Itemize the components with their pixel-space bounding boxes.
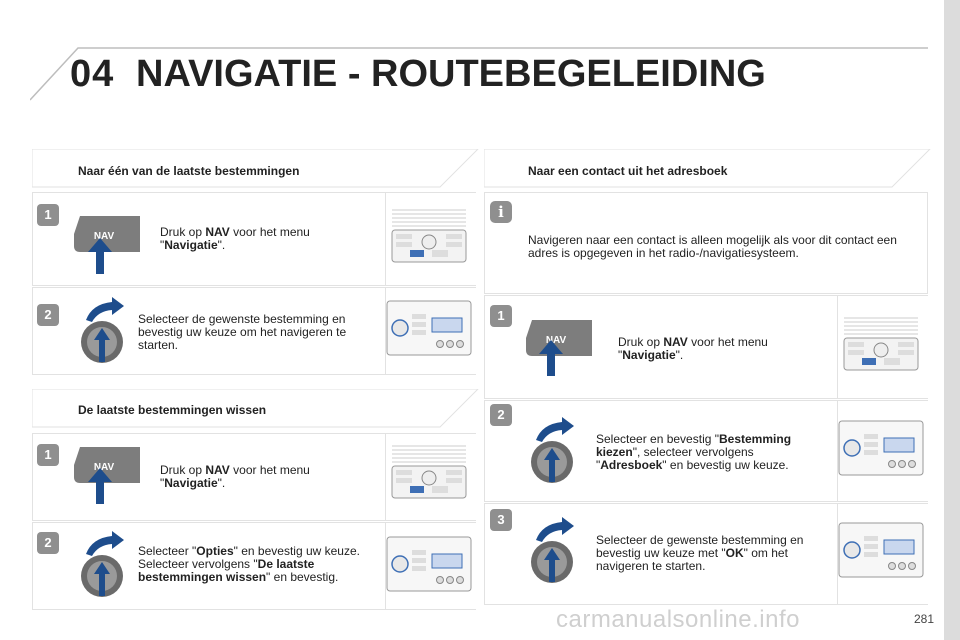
radio-console-icon [838, 420, 924, 476]
step-badge: 2 [37, 532, 59, 554]
section-title-clear: De laatste bestemmingen wissen [78, 403, 267, 417]
step-badge: 1 [37, 444, 59, 466]
section-title-recent: Naar één van de laatste bestemmingen [78, 164, 300, 178]
step-text: Druk op NAV voor het menu "Navigatie". [160, 225, 310, 252]
step-text: Druk op NAV voor het menu "Navigatie". [618, 335, 768, 362]
step-badge: 3 [490, 509, 512, 531]
radio-console-icon [388, 442, 470, 502]
section-title-contact: Naar een contact uit het adresboek [528, 164, 728, 178]
step-text: Selecteer "Opties" en bevestig uw keuze. Selecteer vervolgens "De laatste bestemmingen wissen" en bevestig. [138, 544, 360, 584]
arrow-up-icon [88, 238, 112, 274]
rotary-dial-icon [522, 514, 582, 584]
info-icon: i [490, 201, 512, 223]
rotary-dial-icon [522, 414, 582, 484]
radio-console-icon [386, 300, 472, 356]
page-number: 281 [913, 612, 934, 626]
radio-console-icon [838, 522, 924, 578]
svg-text:NAV: NAV [93, 462, 115, 473]
step-badge: 1 [490, 305, 512, 327]
rotary-dial-icon [72, 294, 132, 364]
radio-console-icon [388, 206, 470, 266]
svg-text:NAV: NAV [93, 231, 115, 242]
radio-console-icon [386, 536, 472, 592]
arrow-up-icon [88, 468, 112, 504]
chapter-number: 04 [70, 53, 115, 95]
radio-console-icon [840, 314, 922, 374]
step-badge: 2 [37, 304, 59, 326]
step-text: Selecteer de gewenste bestemming en bevestig uw keuze om het navigeren te starten. [138, 312, 347, 352]
info-text: Navigeren naar een contact is alleen mogelijk als voor dit contact een adres is opgegeven in het radio-/navigatiesysteem. [528, 233, 897, 260]
watermark: carmanualsonline.info [556, 606, 800, 633]
page-edge-bar [944, 0, 960, 640]
step-text: Selecteer de gewenste bestemming en bevestig uw keuze met "OK" om het navigeren te starten. [596, 533, 804, 573]
rotary-dial-icon [72, 528, 132, 598]
step-text: Selecteer en bevestig "Bestemming kiezen", selecteer vervolgens "Adresboek" en bevestig uw keuze. [596, 432, 792, 472]
arrow-up-icon [539, 340, 563, 376]
step-badge: 1 [37, 204, 59, 226]
step-badge: 2 [490, 404, 512, 426]
svg-text:NAV: NAV [545, 335, 567, 346]
page-title: NAVIGATIE - ROUTEBEGELEIDING [136, 53, 766, 95]
step-text: Druk op NAV voor het menu "Navigatie". [160, 463, 310, 490]
